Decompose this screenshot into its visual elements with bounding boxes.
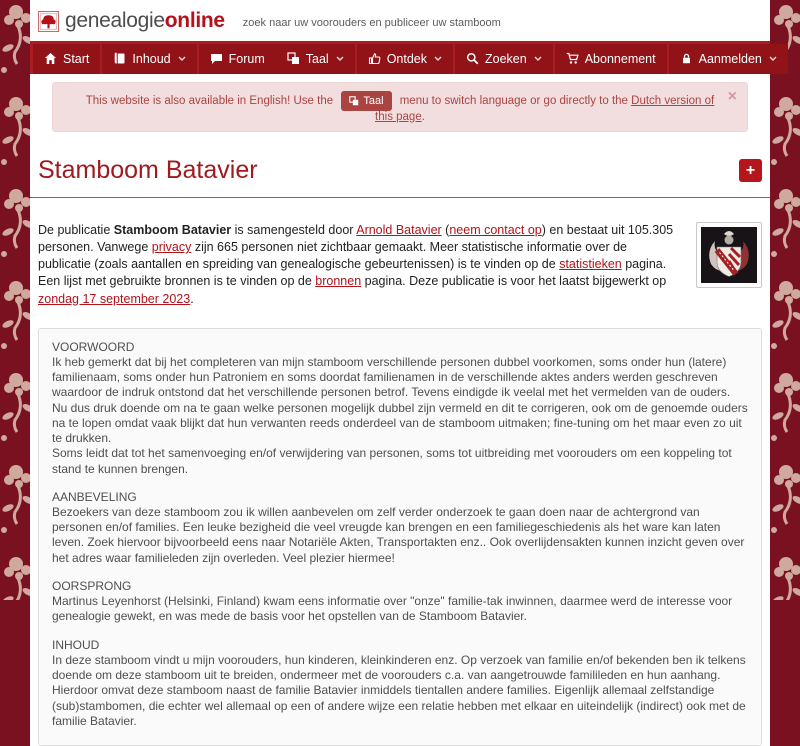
intro-link[interactable]: bronnen (315, 274, 362, 289)
banner-text-before: This website is also available in English! Use the (85, 95, 334, 108)
coat-of-arms-image (701, 227, 757, 283)
nav-item-inhoud[interactable] (102, 44, 196, 74)
info-section (52, 579, 748, 625)
section-paragraph: Nu dus druk doende om na te gaan welke personen mogelijk dubbel zijn vermeld en dit te corrigeren, ook om de genoemde ouders na te lopen omdat vaak blijkt dat hun verwanten reeds onderdeel van de stamboom uitmaken; fine-tuning om het maar even zo uit te drukken. (52, 400, 748, 446)
thumbs-up-icon (368, 52, 381, 65)
search-icon (466, 52, 479, 65)
site-wordmark[interactable] (65, 9, 225, 33)
title-divider (30, 197, 770, 198)
nav-label: Forum (228, 51, 265, 66)
book-icon (113, 52, 126, 65)
nav-item-forum[interactable] (199, 44, 276, 74)
chevron-down-icon (434, 56, 442, 61)
language-icon (287, 52, 300, 65)
add-button[interactable]: + (739, 159, 762, 182)
description-box (38, 328, 762, 746)
chevron-down-icon (336, 56, 344, 61)
tree-logo-icon[interactable] (38, 11, 59, 32)
page-container (30, 0, 770, 746)
banner-wrapper (30, 74, 770, 132)
section-heading: OORSPRONG (52, 578, 132, 593)
lock-icon (680, 52, 693, 65)
wordmark-online: online (164, 9, 225, 32)
wordmark-genealogie: genealogie (65, 9, 165, 32)
language-alert-banner (52, 82, 748, 132)
intro-text: pagina. Een lijst met gebruikte bronnen is te vinden op de (38, 257, 667, 289)
dutch-version-link[interactable]: Dutch version of this page (375, 95, 715, 123)
nav-item-abonnement[interactable] (555, 44, 667, 74)
nav-item-taal[interactable] (276, 44, 355, 74)
section-paragraph: Soms leidt dat tot het samenvoeging en/of verwijdering van personen, soms tot uitbreiding met voorouders om een koppeling tot stand te kunnen brengen. (52, 446, 732, 476)
banner-text-middle: menu to switch language or go directly to the (399, 95, 628, 108)
nav-item-aanmelden[interactable] (669, 44, 788, 74)
coat-of-arms-thumbnail[interactable] (696, 222, 762, 288)
chat-icon (210, 52, 223, 65)
site-header (30, 0, 770, 41)
intro-link[interactable]: neem contact op (449, 223, 542, 237)
section-paragraph: Hierdoor omvat deze stamboom naast de familie Batavier inmiddels tientallen andere families. Eigenlijk allemaal zelfstandige (sub)stambomen, die echter wel allemaal op een of andere wijze een relatie hebben met elkaar en uiteindelijk (indirect) ook met de familie Batavier. (52, 683, 746, 728)
taal-menu-button[interactable] (341, 91, 391, 111)
intro-text: ( (441, 223, 450, 237)
intro-text: De publicatie (38, 223, 114, 237)
cart-icon (566, 52, 579, 65)
nav-label: Abonnement (584, 51, 656, 66)
nav-label: Taal (305, 51, 329, 66)
intro-text: . (190, 291, 194, 306)
publication-intro (30, 222, 770, 308)
nav-left-group (33, 44, 276, 74)
section-paragraph: In deze stamboom vindt u mijn voorouders, hun kinderen, kleinkinderen enz. Op verzoek van familie en/of bekenden ben ik telkens doende om deze stamboom uit te breiden, ondermeer met de voorouders c.a. van aangetrouwde familileden en hun aanhang. (52, 652, 746, 683)
intro-link[interactable]: privacy (151, 240, 192, 255)
close-icon[interactable]: × (727, 88, 737, 105)
nav-item-zoeken[interactable] (455, 44, 553, 74)
intro-text: Stamboom Batavier (113, 223, 232, 237)
nav-label: Start (63, 51, 90, 66)
home-icon (44, 52, 57, 65)
intro-text: is samengesteld door (231, 223, 357, 237)
nav-item-ontdek[interactable] (357, 44, 453, 74)
language-icon (349, 96, 359, 106)
section-paragraph: Martinus Leyenhorst (Helsinki, Finland) kwam eens informatie over "onze" familie-tak inwinnen, daarmee werd de interesse voor genealogie gewekt, en was mede de basis voor het opstellen van de Stamboom Batavier. (52, 594, 733, 624)
chevron-down-icon (534, 56, 542, 61)
section-paragraph: Bezoekers van deze stamboom zou ik willen aanbevelen om zelf verder onderzoek te gaan doen naar de achtergrond van personen en/of families. Een leuke bezigheid die veel vreugde kan brengen en een familiegeschiedenis als het ware kan laten leven. Zoek hiervoor bijvoorbeeld eens naar Notariële Akten, Transportakten enz.. Ook overlijdensakten kunnen inzicht geven over het adres waar familieleden zijn overleden. Veel plezier hiermee! (52, 504, 745, 565)
section-heading: INHOUD (52, 637, 100, 652)
banner-text-after: . (421, 111, 425, 123)
nav-right-group (276, 44, 788, 74)
intro-text: pagina. Deze publicatie is voor het laatst bijgewerkt op (361, 274, 667, 289)
nav-label: Zoeken (485, 51, 527, 66)
info-section (52, 638, 748, 729)
chevron-down-icon (769, 56, 777, 61)
chevron-down-icon (178, 56, 186, 61)
intro-link[interactable]: statistieken (559, 257, 622, 272)
main-navigation (30, 41, 770, 74)
title-row (30, 132, 770, 185)
intro-text: zijn 665 personen niet zichtbaar gemaakt. Meer statistische informatie over de publicatie (zoals aantallen en spreiding van genealogische gebeurtenissen) is te vinden op de (38, 240, 627, 272)
info-section (52, 490, 748, 566)
page-title: Stamboom Batavier (38, 156, 258, 184)
intro-link[interactable]: Arnold Batavier (356, 223, 442, 237)
site-tagline: zoek naar uw voorouders en publiceer uw stamboom (242, 17, 501, 29)
nav-item-start[interactable] (33, 44, 100, 74)
intro-link[interactable]: zondag 17 september 2023 (38, 291, 191, 306)
nav-label: Inhoud (132, 51, 171, 66)
section-heading: VOORWOORD (52, 339, 135, 354)
nav-label: Aanmelden (698, 51, 762, 66)
section-paragraph: Ik heb gemerkt dat bij het completeren van mijn stamboom verschillende personen dubbel voorkomen, soms onder hun (latere) familienaam, soms onder hun Patroniem en soms doordat familienamen in de verschillende aktes anders werden geschreven waardoor de indruk ontstond dat het verschillende personen betrof. Tevens eindigde ik veelal met het vermelden van de ouders. (52, 354, 731, 400)
intro-text: ) en bestaat uit 105.305 personen. Vanwege (38, 223, 674, 255)
info-section (52, 340, 748, 477)
taal-button-label: Taal (363, 95, 384, 107)
nav-label: Ontdek (386, 51, 428, 66)
section-heading: AANBEVELING (52, 489, 137, 504)
